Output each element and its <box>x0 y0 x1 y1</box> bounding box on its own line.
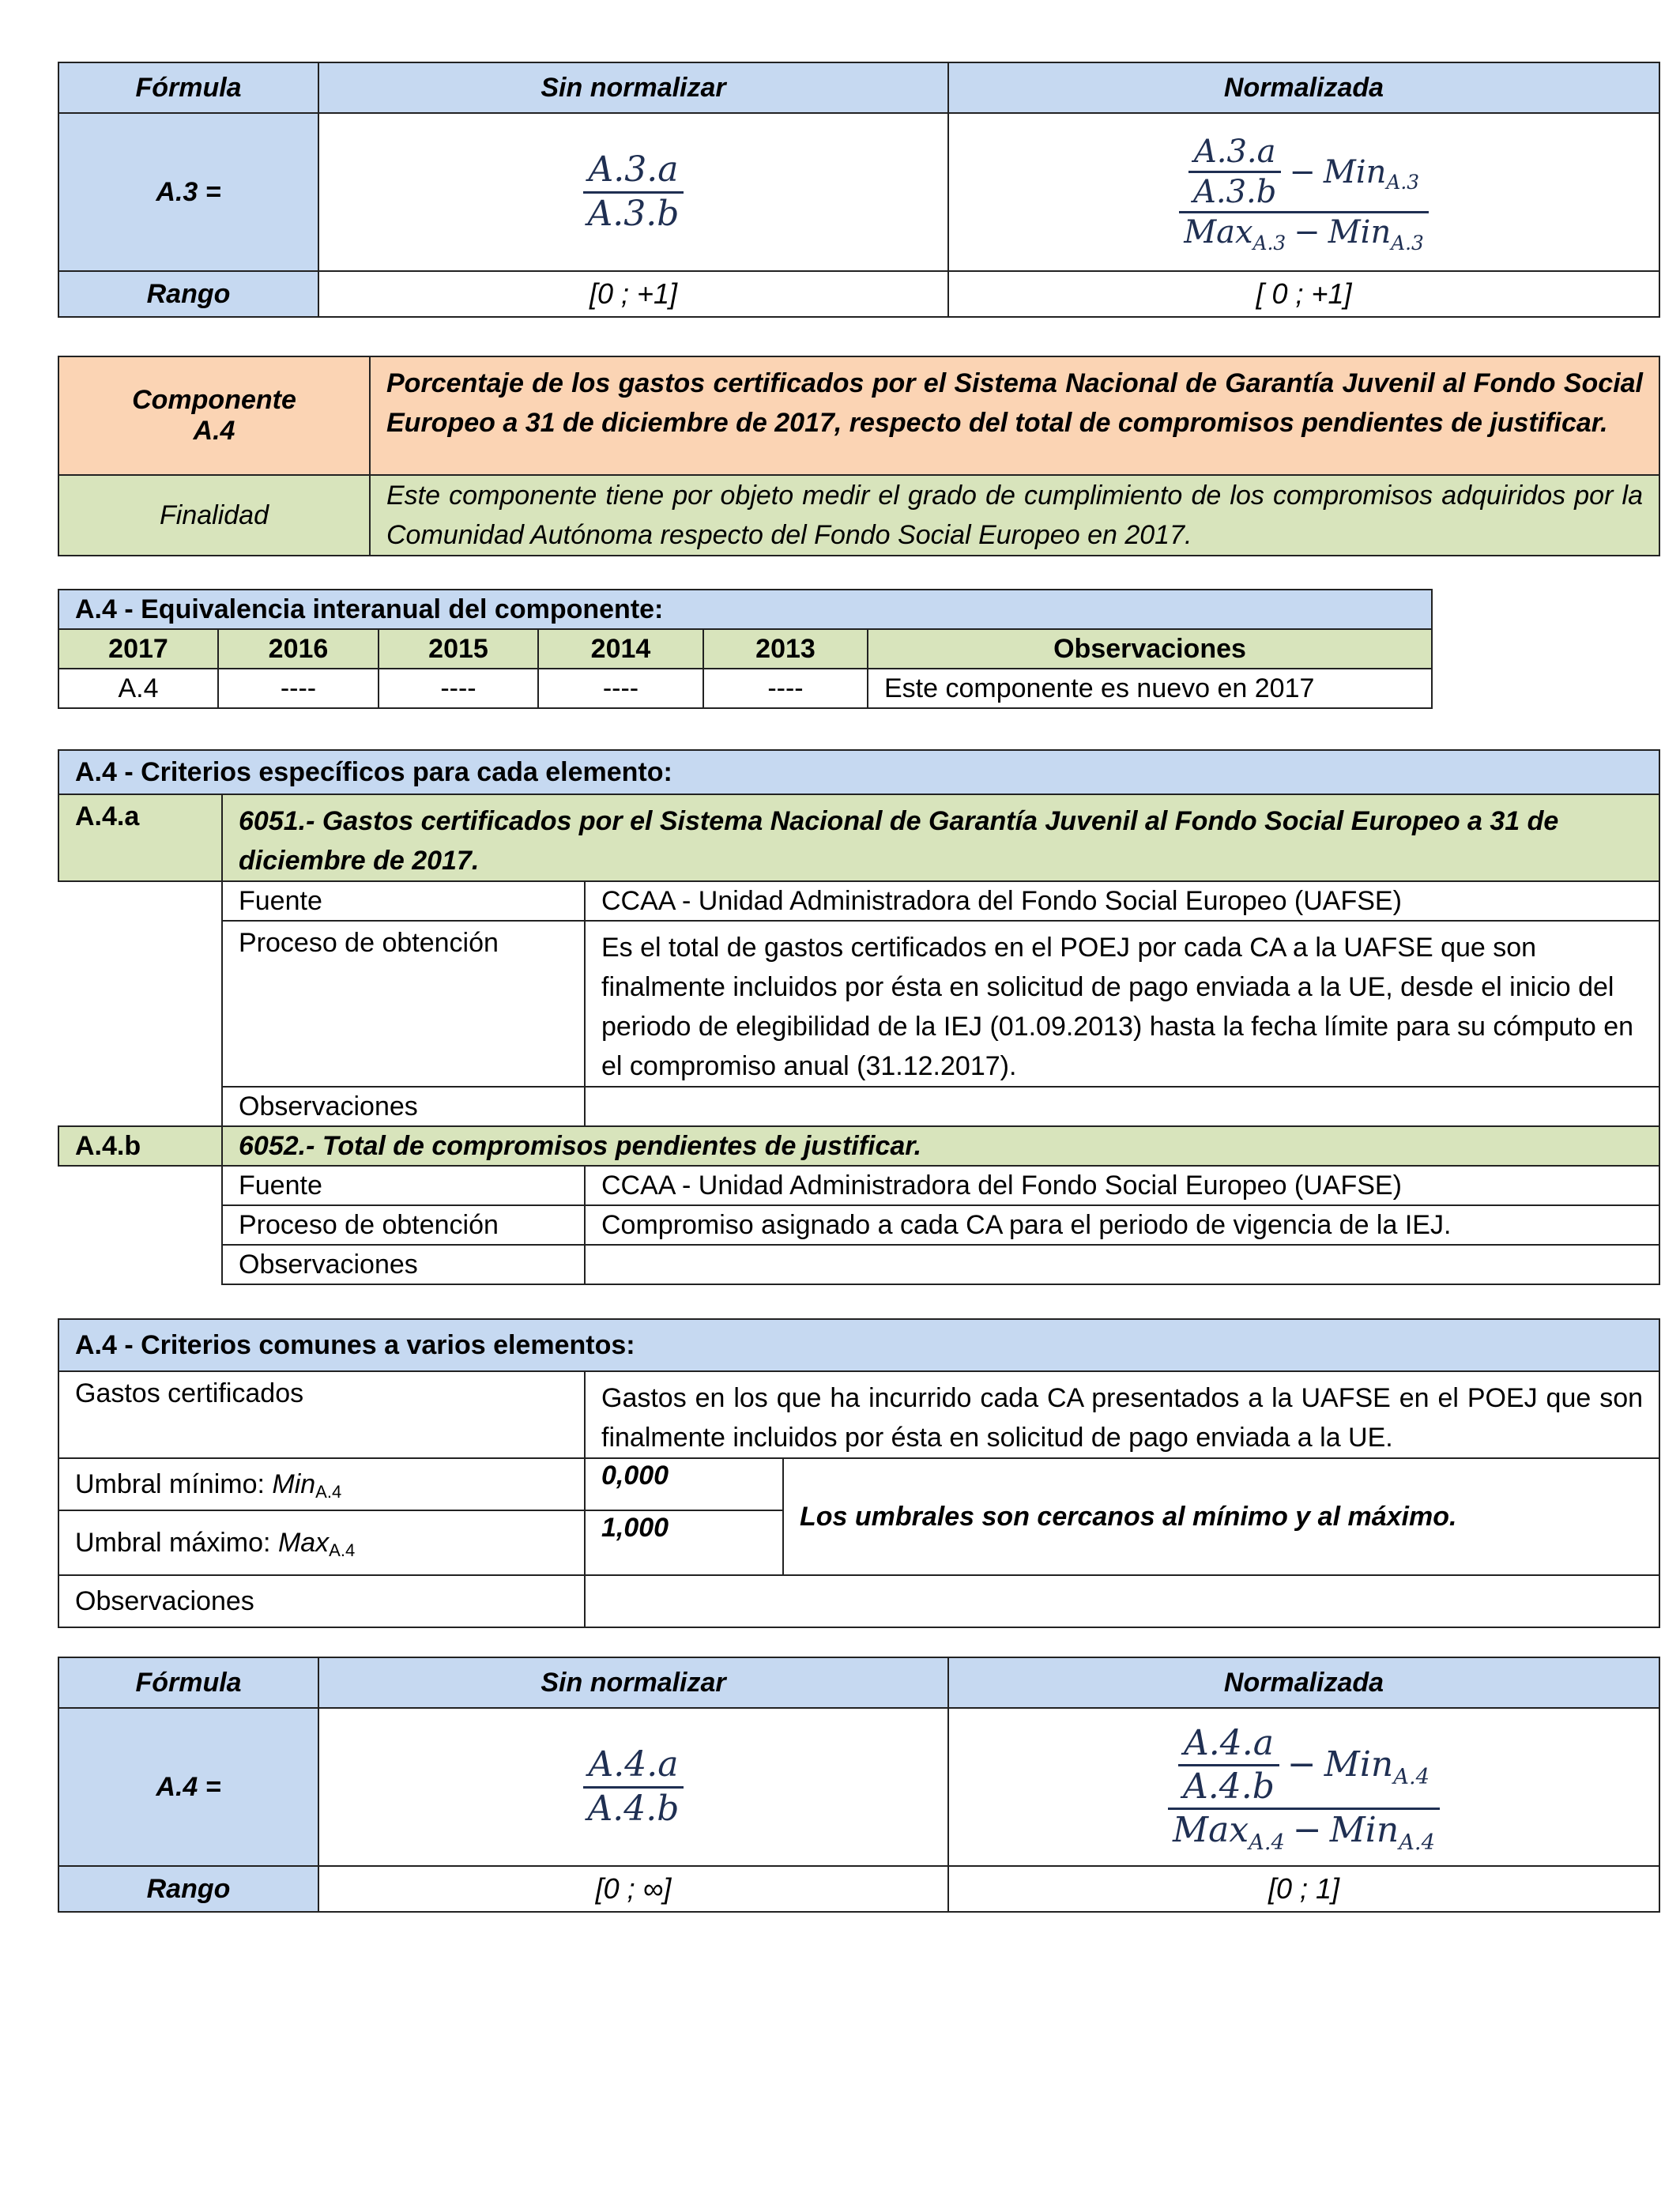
observaciones-value <box>585 1087 1659 1126</box>
component-label <box>58 356 370 475</box>
equivalencia-title: A.4 - Equivalencia interanual del componente: <box>58 590 1432 629</box>
max-term <box>1173 1810 1285 1855</box>
raw-numerator: A.4.a <box>588 1744 679 1785</box>
rango-label: Rango <box>58 1866 318 1912</box>
minus-sign: − <box>1294 214 1320 251</box>
max-subscript: A.4 <box>1249 1830 1285 1855</box>
umbral-minimo-text: Umbral mínimo: <box>75 1468 273 1499</box>
umbral-maximo-label <box>58 1510 585 1575</box>
min-term <box>1323 153 1419 194</box>
max-subscript: A.3 <box>1252 231 1286 254</box>
inner-numerator: A.4.a <box>1183 1722 1274 1763</box>
sin-normalizar-header: Sin normalizar <box>318 1657 948 1708</box>
min-symbol: Min <box>1324 1744 1394 1785</box>
equivalencia-table <box>58 589 1433 709</box>
observaciones-header: Observaciones <box>868 629 1432 669</box>
table-cell: ---- <box>218 669 379 708</box>
min-subscript: A.4 <box>315 1481 342 1502</box>
min-symbol: Min <box>1328 214 1392 251</box>
minus-sign: − <box>1292 1810 1322 1851</box>
umbral-note: Los umbrales son cercanos al mínimo y al máximo. <box>783 1458 1659 1575</box>
observaciones-value <box>585 1575 1659 1627</box>
gastos-value: Gastos en los que ha incurrido cada CA presentados a la UAFSE en el POEJ que son finalmente incluidos por ésta en solicitud de pago enviada a la UE. <box>585 1371 1659 1458</box>
sin-normalizar-header: Sin normalizar <box>318 62 948 113</box>
normalized-fraction <box>1179 134 1429 254</box>
comunes-title: A.4 - Criterios comunes a varios elementos: <box>58 1319 1659 1371</box>
normalized-fraction <box>1168 1722 1440 1855</box>
max-symbol: Max <box>1173 1810 1249 1851</box>
observaciones-label: Observaciones <box>222 1087 585 1126</box>
minus-sign: − <box>1289 153 1316 190</box>
range-raw: [0 ; +1] <box>318 271 948 317</box>
umbral-maximo-value: 1,000 <box>585 1510 783 1575</box>
proceso-label: Proceso de obtención <box>222 1205 585 1245</box>
inner-denominator: A.3.b <box>1193 174 1277 210</box>
element-id: A.4.b <box>58 1126 222 1166</box>
formula-a3-table <box>58 62 1660 318</box>
component-label-line2: A.4 <box>193 416 235 446</box>
fuente-label: Fuente <box>222 881 585 921</box>
component-label-line1: Componente <box>132 385 296 415</box>
raw-fraction <box>583 1744 684 1829</box>
gastos-label: Gastos certificados <box>58 1371 585 1458</box>
criterios-title: A.4 - Criterios específicos para cada elemento: <box>58 750 1659 794</box>
observaciones-label: Observaciones <box>58 1575 585 1627</box>
max-subscript: A.4 <box>329 1540 356 1560</box>
year-header: 2017 <box>58 629 218 669</box>
component-table <box>58 356 1660 556</box>
formula-label: A.3 = <box>58 113 318 271</box>
min-term <box>1329 1810 1435 1855</box>
formula-header: Fórmula <box>58 1657 318 1708</box>
raw-denominator: A.4.b <box>587 1788 680 1829</box>
min-subscript: A.4 <box>1393 1764 1430 1789</box>
range-raw: [0 ; ∞] <box>318 1866 948 1912</box>
normalized-denominator <box>1179 214 1429 254</box>
fraction-bar <box>1179 211 1429 213</box>
component-title: Porcentaje de los gastos certificados por el Sistema Nacional de Garantía Juvenil al Fondo Social Europeo a 31 de diciembre de 2017, respecto del total de compromisos pendientes de justificar. <box>370 356 1659 475</box>
minus-sign: − <box>1286 1744 1317 1785</box>
table-cell: ---- <box>703 669 868 708</box>
min-symbol: Min <box>272 1468 316 1499</box>
observaciones-value <box>585 1245 1659 1284</box>
year-header: 2013 <box>703 629 868 669</box>
raw-formula-cell <box>318 1708 948 1866</box>
raw-numerator: A.3.a <box>588 149 679 190</box>
normalized-numerator <box>1184 135 1424 209</box>
inner-fraction <box>1178 1722 1279 1807</box>
min-subscript: A.4 <box>1399 1830 1435 1855</box>
max-term <box>1184 214 1286 254</box>
fuente-value: CCAA - Unidad Administradora del Fondo Social Europeo (UAFSE) <box>585 881 1659 921</box>
element-id: A.4.a <box>58 794 222 881</box>
formula-label: A.4 = <box>58 1708 318 1866</box>
rango-label: Rango <box>58 271 318 317</box>
min-symbol: Min <box>1323 153 1387 190</box>
element-name: 6051.- Gastos certificados por el Sistema Nacional de Garantía Juvenil al Fondo Social Europeo a 31 de diciembre de 2017. <box>222 794 1659 881</box>
element-name: 6052.- Total de compromisos pendientes de justificar. <box>222 1126 1659 1166</box>
normalizada-header: Normalizada <box>948 62 1659 113</box>
min-term <box>1324 1744 1430 1789</box>
proceso-value: Es el total de gastos certificados en el POEJ por cada CA a la UAFSE que son finalmente incluidos por ésta en solicitud de pago enviada a la UE, desde el inicio del periodo de elegibilidad de la IEJ (01.09.2013) hasta la fecha límite para su cómputo en el compromiso anual (31.12.2017). <box>585 921 1659 1087</box>
criterios-table <box>58 749 1660 1285</box>
umbral-minimo-value: 0,000 <box>585 1458 783 1510</box>
normalized-formula-cell <box>948 113 1659 271</box>
normalized-denominator <box>1168 1810 1440 1855</box>
table-cell: ---- <box>379 669 538 708</box>
table-cell: A.4 <box>58 669 218 708</box>
min-symbol: Min <box>1329 1810 1399 1851</box>
fraction-bar <box>1188 171 1281 173</box>
year-header: 2016 <box>218 629 379 669</box>
year-header: 2014 <box>538 629 703 669</box>
raw-formula-cell <box>318 113 948 271</box>
spacer <box>58 1166 222 1284</box>
inner-denominator: A.4.b <box>1183 1766 1275 1807</box>
table-cell: ---- <box>538 669 703 708</box>
max-symbol: Max <box>1184 214 1253 251</box>
fuente-label: Fuente <box>222 1166 585 1205</box>
max-symbol: Max <box>277 1527 330 1558</box>
normalized-formula-cell <box>948 1708 1659 1866</box>
normalized-numerator <box>1173 1722 1434 1807</box>
proceso-label: Proceso de obtención <box>222 921 585 1087</box>
observaciones-label: Observaciones <box>222 1245 585 1284</box>
finalidad-label: Finalidad <box>58 475 370 556</box>
proceso-value: Compromiso asignado a cada CA para el periodo de vigencia de la IEJ. <box>585 1205 1659 1245</box>
min-term <box>1328 214 1424 254</box>
umbral-maximo-text: Umbral máximo: <box>75 1527 278 1558</box>
umbral-minimo-label <box>58 1458 585 1510</box>
formula-a4-table <box>58 1657 1660 1913</box>
formula-header: Fórmula <box>58 62 318 113</box>
table-cell: Este componente es nuevo en 2017 <box>868 669 1432 708</box>
finalidad-text: Este componente tiene por objeto medir el grado de cumplimiento de los compromisos adquiridos por la Comunidad Autónoma respecto del Fondo Social Europeo en 2017. <box>370 475 1659 556</box>
fuente-value: CCAA - Unidad Administradora del Fondo Social Europeo (UAFSE) <box>585 1166 1659 1205</box>
inner-fraction <box>1188 135 1281 209</box>
min-subscript: A.3 <box>1386 171 1419 194</box>
inner-numerator: A.3.a <box>1193 134 1276 170</box>
spacer <box>58 881 222 1126</box>
comunes-table <box>58 1318 1660 1628</box>
range-normalized: [ 0 ; +1] <box>948 271 1659 317</box>
raw-fraction <box>583 149 684 234</box>
min-subscript: A.3 <box>1391 231 1424 254</box>
raw-denominator: A.3.b <box>587 193 680 234</box>
range-normalized: [0 ; 1] <box>948 1866 1659 1912</box>
normalizada-header: Normalizada <box>948 1657 1659 1708</box>
year-header: 2015 <box>379 629 538 669</box>
